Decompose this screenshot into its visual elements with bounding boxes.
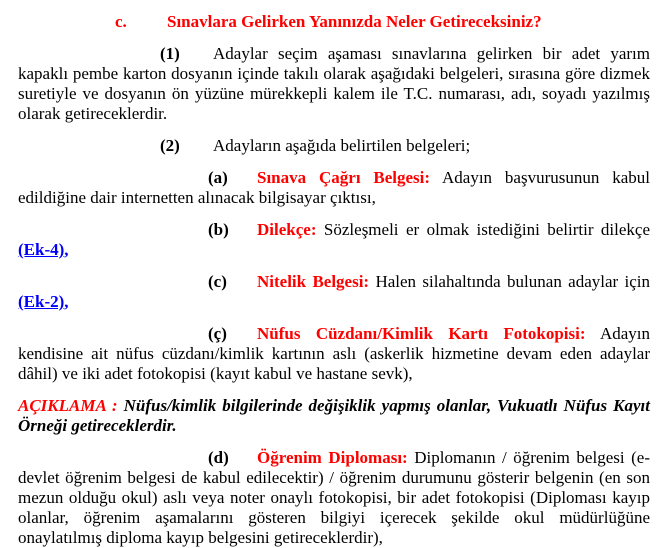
item-b-text: Sözleşmeli er olmak istediğini belirtir dilekçe (323, 220, 651, 239)
item-c-text: Halen silahaltında bulunan adaylar için (375, 272, 650, 291)
item-a-number: (a) (208, 168, 228, 187)
attachment-link-ek2[interactable]: (Ek-2) (18, 292, 65, 311)
list-item-cc (18, 324, 650, 384)
paragraph-2 (18, 136, 650, 156)
attachment-link-ek2-suffix: , (64, 292, 69, 311)
explanation-note-label: AÇIKLAMA : (18, 396, 118, 415)
section-heading-number: c. (115, 12, 127, 31)
list-item-b (18, 220, 650, 260)
explanation-note-text: Nüfus/kimlik bilgilerinde değişiklik yapmış olanlar, Vukuatlı Nüfus Kayıt Örneği getireceklerdir. (18, 396, 650, 435)
item-d-number: (d) (208, 448, 229, 467)
paragraph-1-number: (1) (160, 44, 180, 63)
item-b-label: Dilekçe: (257, 220, 317, 239)
item-b-first-line (18, 220, 650, 240)
paragraph-1-text: Adaylar seçim aşaması sınavlarına gelirken bir adet yarım kapaklı pembe karton dosyanın içinde takılı olarak aşağıdaki belgeleri, sırasına göre dizmek suretiyle ve dosyanın ön yüzüne mürekkepli kalem ile T.C. numarası, adı, soyadı yazılmış olarak getireceklerdir. (18, 44, 650, 123)
item-a-text: Adayın başvurusunun kabul edildiğine dair internetten alınacak bilgisayar çıktısı, (18, 168, 650, 207)
section-heading (18, 12, 650, 32)
item-cc-label: Nüfus Cüzdanı/Kimlik Kartı Fotokopisi: (257, 324, 586, 343)
paragraph-2-text: Adayların aşağıda belirtilen belgeleri; (213, 136, 471, 155)
item-cc-number: (ç) (208, 324, 227, 343)
explanation-note (18, 396, 650, 436)
item-b-number: (b) (208, 220, 229, 239)
item-a-label: Sınava Çağrı Belgesi: (257, 168, 431, 187)
list-item-c (18, 272, 650, 312)
item-cc-text: Adayın kendisine ait nüfus cüzdanı/kimlik kartının aslı (askerlik hizmetine devam eden adaylar dâhil) ve iki adet fotokopisi (kayıt kabul ve hastane sevk), (18, 324, 651, 383)
item-c-number: (c) (208, 272, 227, 291)
list-item-a (18, 168, 650, 208)
item-d-label: Öğrenim Diploması: (257, 448, 408, 467)
paragraph-1 (18, 44, 650, 124)
attachment-link-ek4[interactable]: (Ek-4) (18, 240, 65, 259)
list-item-d (18, 448, 650, 548)
item-c-label: Nitelik Belgesi: (257, 272, 370, 291)
attachment-link-ek4-suffix: , (64, 240, 69, 259)
section-heading-title: Sınavlara Gelirken Yanınızda Neler Getireceksiniz? (167, 12, 542, 31)
item-c-first-line (18, 272, 650, 292)
item-d-text: Diplomanın / öğrenim belgesi (e-devlet öğrenim belgesi de kabul edilecektir) / öğrenim durumunu gösterir belgenin (en son mezun olduğu okul) aslı veya noter onaylı fotokopisi, bir adet fotokopisi (Diploması kayıp olanlar, öğrenim aşamalarını gösteren bilgiyi içerecek şekilde okul müdürlüğüne onaylatılmış diploma kayıp belgesini getireceklerdir), (18, 448, 650, 547)
paragraph-2-number: (2) (160, 136, 180, 155)
